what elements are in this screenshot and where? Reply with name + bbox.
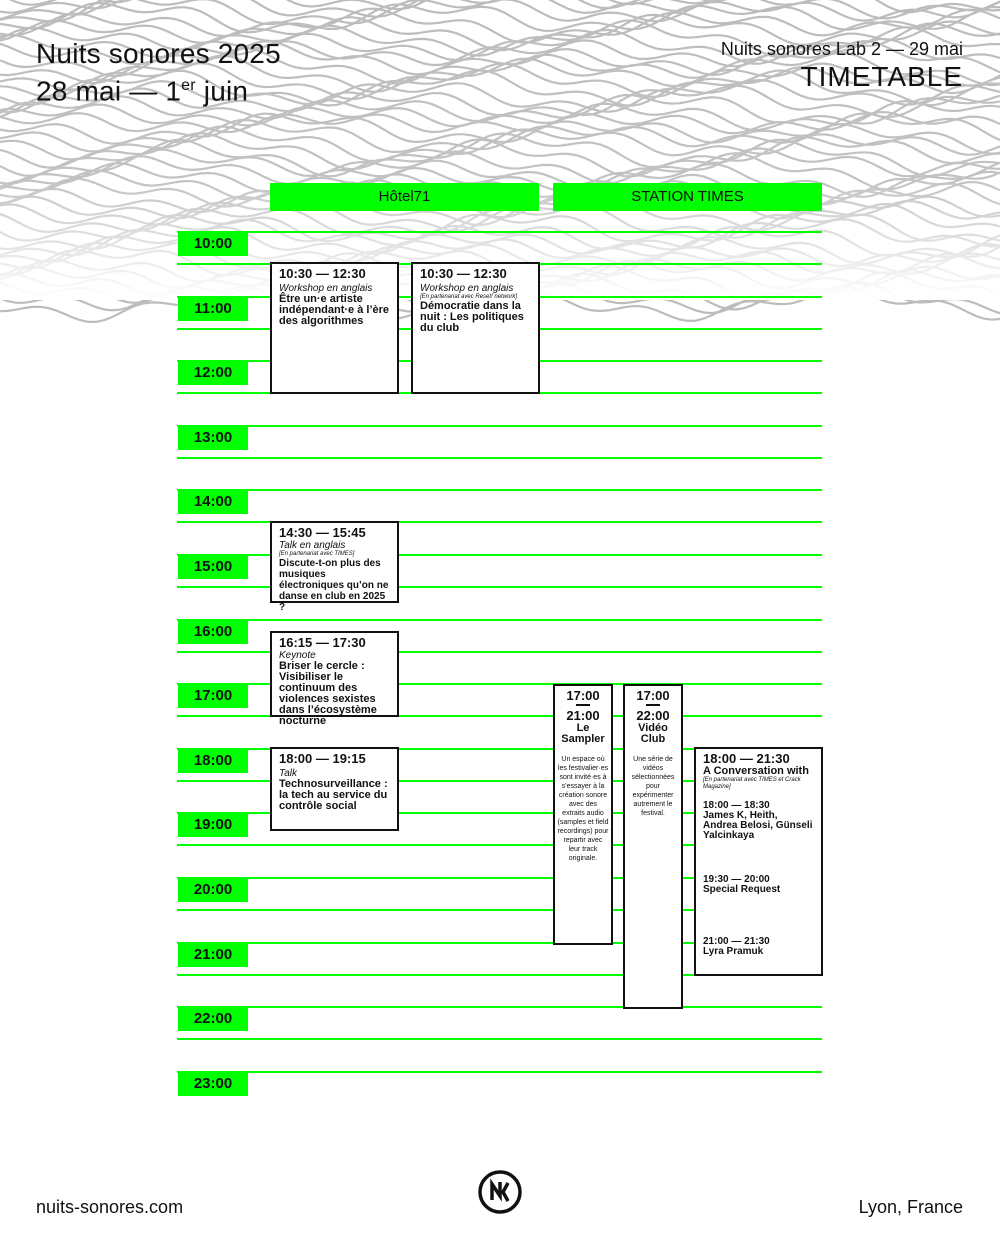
session-time: 19:30 — 20:00: [703, 874, 770, 885]
event-title: Vidéo Club: [638, 722, 668, 745]
event-title: A Conversation with: [703, 765, 809, 777]
event-time: 16:15 — 17:30: [279, 635, 366, 650]
event-time: 10:30 — 12:30: [279, 266, 366, 281]
event-description: Une série de vidéos sélectionnées pour expérimenter autrement le festival.: [631, 756, 675, 817]
event-card-conversation[interactable]: [694, 747, 823, 976]
half-hour-line: [177, 1038, 822, 1040]
event-time: 10:30 — 12:30: [420, 266, 507, 281]
event-title: Démocratie dans la nuit : Les politiques du club: [420, 300, 524, 334]
hour-label: 11:00: [178, 297, 248, 321]
hour-label: 23:00: [178, 1072, 248, 1096]
hour-label: 17:00: [178, 684, 248, 708]
hour-label: 14:00: [178, 490, 248, 514]
dates-superscript: er: [181, 77, 196, 94]
festival-dates: [36, 70, 281, 107]
session-artists: Special Request: [703, 884, 781, 895]
hour-label: 18:00: [178, 749, 248, 773]
dates-prefix: 28 mai — 1: [36, 75, 182, 107]
session-time: 21:00 — 21:30: [703, 936, 770, 947]
event-card[interactable]: [411, 262, 540, 394]
event-end: 22:00: [636, 708, 670, 723]
session-artists: Lyra Pramuk: [703, 946, 764, 957]
event-start: 17:00: [636, 688, 670, 703]
time-dash: [576, 704, 590, 706]
event-end: 21:00: [566, 708, 600, 723]
event-time: 18:00 — 21:30: [703, 751, 790, 766]
event-time: 18:00 — 19:15: [279, 751, 366, 766]
website-link[interactable]: nuits-sonores.com: [36, 1197, 184, 1217]
event-partner: [En partenariat avec Reset! network]: [420, 294, 518, 300]
event-name: Nuits sonores Lab 2 — 29 mai: [720, 39, 963, 59]
hour-line: [177, 425, 822, 427]
column-header-hotel71: Hôtel71: [270, 183, 539, 211]
hour-label: 19:00: [178, 813, 248, 837]
event-partner: [En partenariat avec TIMES et Crack Magazine]: [703, 777, 801, 790]
hour-label: 20:00: [178, 878, 248, 902]
timetable-label: TIMETABLE: [800, 61, 963, 92]
hour-label: 10:00: [178, 232, 248, 256]
event-title: Être un·e artiste indépendant·e à l’ère des algorithmes: [279, 293, 390, 327]
half-hour-line: [177, 457, 822, 459]
event-header: [721, 38, 963, 94]
event-card[interactable]: [270, 262, 399, 394]
event-type: Talk en anglais: [279, 540, 346, 551]
hour-line: [177, 619, 822, 621]
event-time: 14:30 — 15:45: [279, 525, 366, 540]
event-title: Technosurveillance : la tech au service du contrôle social: [279, 778, 388, 812]
event-card[interactable]: [270, 747, 399, 831]
event-partner: [En partenariat avec TIMES]: [279, 551, 355, 557]
festival-header: [36, 38, 281, 107]
event-card[interactable]: [270, 631, 399, 727]
event-title: Le Sampler: [561, 722, 605, 745]
event-card-sampler[interactable]: [553, 684, 613, 945]
session-artists: James K, Heith, Andrea Belosi, Günseli Yalcinkaya: [703, 810, 813, 841]
nuits-sonores-logo-icon: [477, 1169, 523, 1215]
hour-label: 13:00: [178, 426, 248, 450]
event-type: Keynote: [279, 650, 316, 661]
hour-label: 21:00: [178, 943, 248, 967]
time-dash: [646, 704, 660, 706]
hour-label: 15:00: [178, 555, 248, 579]
hour-label: 12:00: [178, 361, 248, 385]
hour-line: [177, 1006, 822, 1008]
session-time: 18:00 — 18:30: [703, 800, 770, 811]
event-title: Discute-t-on plus des musiques électroniques qu’on ne danse en club en 2025 ?: [279, 558, 389, 613]
hour-line: [177, 489, 822, 491]
event-type: Workshop en anglais: [279, 283, 373, 294]
hour-line: [177, 1071, 822, 1073]
location: Lyon, France: [858, 1197, 963, 1217]
dates-suffix: juin: [195, 75, 249, 107]
event-card[interactable]: [270, 521, 399, 613]
event-type: Workshop en anglais: [420, 283, 514, 294]
hour-line: [177, 231, 822, 233]
column-header-station-times: STATION TIMES: [553, 183, 822, 211]
event-title: Briser le cercle : Visibiliser le continuum des violences sexistes dans l’écosystème nocturne: [279, 660, 377, 727]
hour-label: 16:00: [178, 620, 248, 644]
event-start: 17:00: [566, 688, 600, 703]
event-type: Talk: [279, 768, 297, 779]
hour-label: 22:00: [178, 1007, 248, 1031]
event-card-video-club[interactable]: [623, 684, 683, 1009]
festival-title: Nuits sonores 2025: [36, 38, 281, 69]
event-description: Un espace où les festivalier·es sont invité·es à s’essayer à la création sonore avec des extraits audio (samples et field recordings) pour repartir avec leur track originale.: [557, 756, 609, 862]
